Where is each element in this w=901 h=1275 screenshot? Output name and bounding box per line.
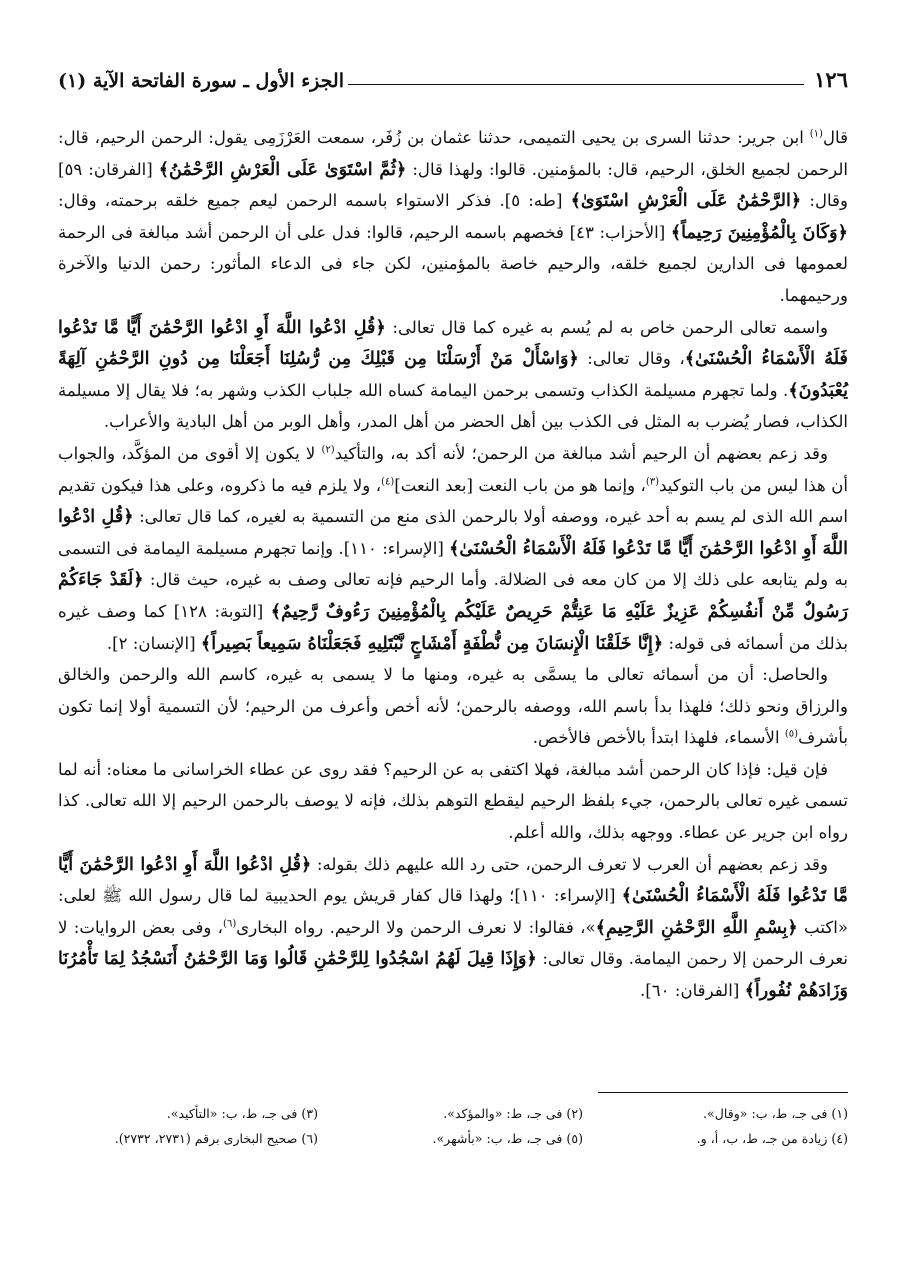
text-run: [الإسراء: ١١٠]. وإنما تجهرم مسيلمة اليمامة فى التسمى به ولم يتابعه على ذلك إلا من كان معه فى الضلالة. وأما الرحيم فإنه تعالى وصف به غيره، حيث قال:: [58, 538, 848, 590]
paragraph: [58, 849, 848, 1007]
footnote-marker: (٥): [784, 728, 799, 740]
quran-verse: ﴿قُلِ ادْعُوا اللَّهَ أَوِ ادْعُوا الرَّحْمَٰنَ أَيًّا مَّا تَدْعُوا فَلَهُ الْأَسْمَاءُ الْحُسْنَىٰ﴾: [58, 316, 848, 370]
quran-verse: ﴿وَإِذَا قِيلَ لَهُمُ اسْجُدُوا لِلرَّحْمَٰنِ قَالُوا وَمَا الرَّحْمَٰنُ أَنَسْجُدُ لِمَا تَأْمُرُنَا وَزَادَهُمْ نُفُوراً﴾: [58, 948, 848, 1002]
quran-verse: ﴿بِسْمِ اللَّهِ الرَّحْمَٰنِ الرَّحِيمِ﴾: [595, 916, 798, 938]
text-run: ، وفى بعض الروايات: لا نعرف الرحمن إلا رحمن اليمامة. وقال تعالى:: [58, 917, 848, 969]
quran-verse: ﴿إِنَّا خَلَقْنَا الْإِنسَانَ مِن نُّطْفَةٍ أَمْشَاجٍ نَّبْتَلِيهِ فَجَعَلْنَاهُ سَمِيعاً بَصِيراً﴾: [200, 632, 664, 654]
paragraph: [58, 754, 848, 849]
text-run: والحاصل: أن من أسمائه تعالى ما يسمَّى به غيره، ومنها ما لا يسمى به غيره، كاسم الله والرحمن والخالق والرزاق ونحو ذلك؛ فلهذا بدأ باسم الله، ووصفه بالرحمن؛ لأنه أخص وأعرف من الرحيم؛ لأن التسمية أولا إنما تكون بأشرف: [58, 665, 848, 748]
text-run: [الفرقان: ٦٠].: [640, 981, 745, 1001]
quran-verse: ﴿قُلِ ادْعُوا اللَّهَ أَوِ ادْعُوا الرَّحْمَٰنَ أَيًّا مَّا تَدْعُوا فَلَهُ الْأَسْمَاءُ الْحُسْنَىٰ﴾: [58, 506, 848, 559]
text-run: وقد زعم بعضهم أن العرب لا تعرف الرحمن، حتى رد الله عليهم ذلك بقوله:: [311, 854, 828, 874]
text-run: وقد زعم بعضهم أن الرحيم أشد مبالغة من الرحمن؛ لأنه أكد به، والتأكيد: [334, 443, 828, 463]
quran-verse: ﴿وَكَانَ بِالْمُؤْمِنِينَ رَحِيماً﴾: [670, 221, 848, 243]
quran-verse: ﴿لَقَدْ جَاءَكُمْ رَسُولٌ مِّنْ أَنفُسِكُمْ عَزِيزٌ عَلَيْهِ مَا عَنِتُّمْ حَرِيصٌ عَلَيْكُم بِالْمُؤْمِنِينَ رَءُوفٌ رَّحِيمٌ﴾: [58, 569, 848, 622]
footnote: (٣) فى جـ، ط، ب: «التأكيد».: [166, 1106, 318, 1121]
paragraph: [58, 438, 848, 659]
footnote: (١) فى جـ، ط، ب: «وقال».: [703, 1106, 848, 1121]
footnote: (٦) صحيح البخارى برقم (٢٧٣١، ٢٧٣٢).: [114, 1131, 318, 1146]
footnote-rule: [598, 1092, 848, 1093]
footnote-list: [58, 1101, 848, 1151]
text-run: فإن قيل: فإذا كان الرحمن أشد مبالغة، فهلا اكتفى به عن الرحيم؟ فقد روى عن عطاء الخراسانى ما معناه: أنه لما تسمى غيره تعالى بالرحمن، جيء بلفظ الرحيم ليقطع التوهم بذلك، فإنه لا يوصف بالرحمن الرحيم إلا الله تعالى. كذا رواه ابن جرير عن عطاء. ووجهه بذلك، والله أعلم.: [58, 759, 848, 843]
quran-verse: ﴿ثُمَّ اسْتَوَىٰ عَلَى الْعَرْشِ الرَّحْمَٰنُ﴾: [158, 158, 407, 180]
text-run: ، وإنما هو من باب النعت [بعد النعت]: [394, 475, 646, 495]
quran-verse: ﴿وَاسْأَلْ مَنْ أَرْسَلْنَا مِن قَبْلِكَ مِن رُّسُلِنَا أَجَعَلْنَا مِن دُونِ الرَّحْمَٰنِ آلِهَةً يُعْبَدُونَ﴾: [58, 348, 848, 401]
text-run: [الإسراء: ١١٠]؛ ولهذا قال كفار قريش يوم الحديبية لما قال رسول الله ﷺ لعلى: «اكتب: [58, 886, 849, 937]
text-run: [طه: ٥]. فذكر الاستواء باسمه الرحمن ليعم جميع خلقه برحمته، وقال:: [58, 191, 571, 211]
footnote: (٢) فى جـ، ط: «والمؤكد».: [443, 1106, 583, 1121]
text-run: »، فقالوا: لا نعرف الرحمن ولا الرحيم. رواه البخارى: [236, 917, 596, 937]
text-run: ابن جرير: حدثنا السرى بن يحيى التميمى، حدثنا عثمان بن زُفَر، سمعت العَرْزَمِى يقول: الرحمن الرحيم، قال: الرحمن لجميع الخلق، الرحيم، قال: بالمؤمنين. قالوا: ولهذا قال:: [58, 128, 848, 179]
footnote-marker: (٤): [381, 476, 395, 487]
text-run: واسمه تعالى الرحمن خاص به لم يُسم به غيره كما قال تعالى:: [385, 317, 828, 337]
text-run: الأسماء، فلهذا ابتدأ بالأخص فالأخص.: [532, 728, 785, 748]
book-page: [58, 62, 848, 1007]
text-run: ، وقال تعالى:: [578, 349, 685, 369]
paragraph: [58, 312, 848, 438]
footnote-marker: (٢): [321, 444, 335, 456]
body-text: [58, 122, 848, 1007]
text-run: [الأحزاب: ٤٣] فخصهم باسمه الرحيم، قالوا: فدل على أن الرحمن أشد مبالغة فى الرحمة لعمومها فى الدارين لجميع خلقه، والرحيم خاصة بالمؤمنين، لكن جاء فى الدعاء المأثور: رحمن الدنيا والآخرة ورحيمهما.: [58, 222, 848, 305]
text-run: لا يكون إلا أقوى من المؤكَّد، والجواب أن هذا ليس من باب التوكيد: [58, 443, 848, 495]
footnotes: [58, 1092, 848, 1151]
quran-verse: ﴿قُلِ ادْعُوا اللَّهَ أَوِ ادْعُوا الرَّحْمَٰنَ أَيًّا مَّا تَدْعُوا فَلَهُ الْأَسْمَاءُ الْحُسْنَىٰ﴾: [58, 853, 848, 907]
text-run: قال: [822, 128, 848, 147]
text-run: [الإنسان: ٢].: [106, 633, 201, 653]
running-header: [58, 62, 848, 92]
header-rule: [348, 84, 804, 85]
text-run: ، ولا يلزم فيه ما ذكروه، وعلى هذا فيكون تقديم اسم الله الذى لم يسم به أحد غيره، ووصفه أولا بالرحمن الذى منع من التسمية به لغيره، كما قال تعالى:: [58, 475, 848, 527]
text-run: . ولما تجهرم مسيلمة الكذاب وتسمى برحمن اليمامة كساه الله جلباب الكذب وشهر به؛ فلا يقال إلا مسيلمة الكذاب، فصار يُضرب به المثل فى الكذب بين أهل الحضر من أهل المدر، وأهل الوبر من أهل البادية والأعراب.: [58, 380, 848, 432]
text-run: [التوبة: ١٢٨] كما وصف غيره بذلك من أسمائه فى قوله:: [58, 601, 848, 653]
running-title: الجزء الأول ـ سورة الفاتحة الآية (١): [58, 70, 344, 92]
paragraph: [58, 122, 848, 312]
footnote-marker: (٦): [223, 918, 237, 930]
text-run: [الفرقان: ٥٩] وقال:: [58, 159, 849, 211]
footnote: (٤) زيادة من جـ، ط، ب، أ، و.: [696, 1131, 848, 1146]
paragraph: [58, 659, 848, 754]
footnote-marker: (١): [809, 128, 823, 140]
page-number: ١٢٦: [814, 67, 848, 92]
footnote: (٥) فى جـ، ط، ب: «بأشهر».: [432, 1131, 583, 1146]
footnote-marker: (٣): [645, 476, 660, 487]
quran-verse: ﴿الرَّحْمَٰنُ عَلَى الْعَرْشِ اسْتَوَىٰ﴾: [570, 190, 802, 212]
